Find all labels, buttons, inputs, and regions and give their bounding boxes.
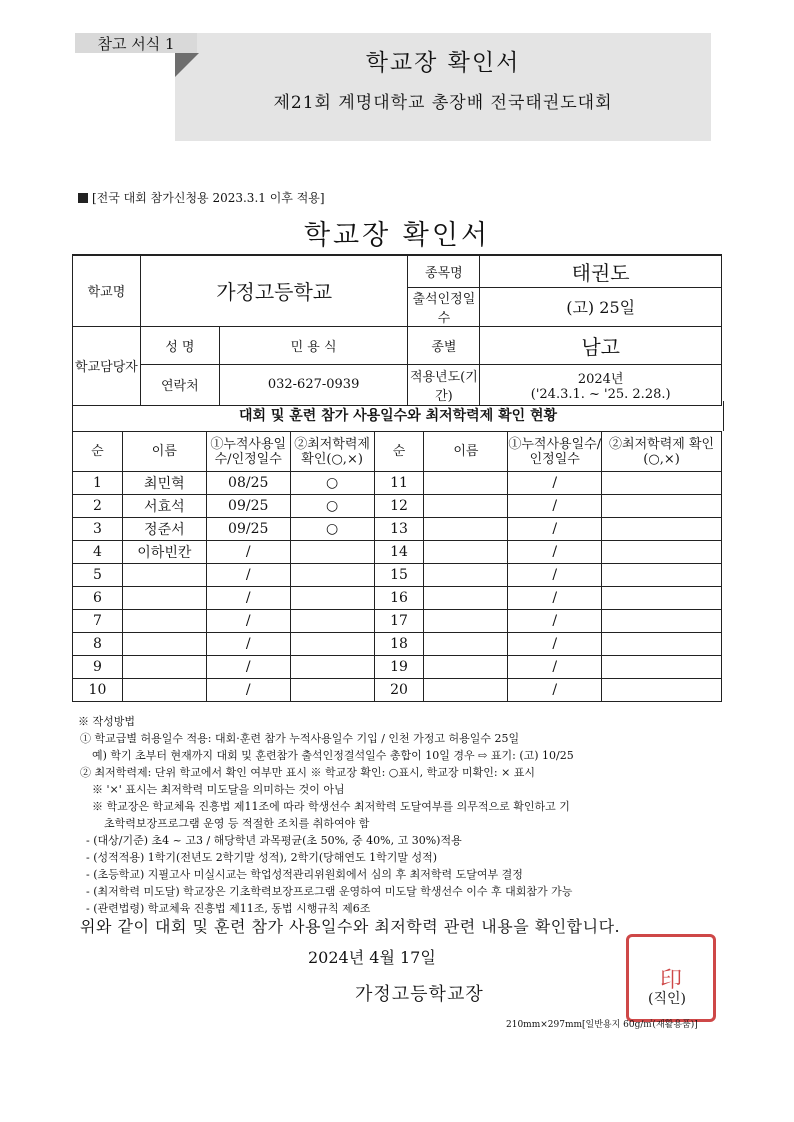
table-cell-check2 bbox=[602, 541, 722, 564]
table-cell-check bbox=[290, 564, 374, 587]
table-cell-check bbox=[290, 610, 374, 633]
table-cell-check2 bbox=[602, 679, 722, 702]
table-cell-no2: 11 bbox=[374, 472, 424, 495]
table-cell-no2: 15 bbox=[374, 564, 424, 587]
table-row bbox=[73, 656, 722, 679]
school-name: 가정고등학교 bbox=[140, 255, 408, 326]
guide-line: ② 최저학력제: 단위 학교에서 확인 여부만 표시 ※ 학교장 확인: ○표시, 학교장 미확인: × 표시 bbox=[80, 766, 536, 779]
table-cell-days2: / bbox=[508, 495, 602, 518]
table-cell-name: 최민혁 bbox=[122, 472, 206, 495]
gender-value: 남고 bbox=[480, 326, 722, 364]
table-cell-name2 bbox=[424, 610, 508, 633]
table-cell-name bbox=[122, 610, 206, 633]
table-cell-no: 6 bbox=[73, 587, 123, 610]
table-cell-check: ○ bbox=[290, 472, 374, 495]
table-cell-days: / bbox=[206, 633, 290, 656]
table-cell-no2: 16 bbox=[374, 587, 424, 610]
guide-line: - (성적적용) 1학기(전년도 2학기말 성적), 2학기(당해연도 1학기말 성적) bbox=[86, 851, 438, 864]
event-value: 태권도 bbox=[480, 255, 722, 287]
table-row bbox=[73, 472, 722, 495]
table-row bbox=[73, 541, 722, 564]
confirmation-date: 2024년 4월 17일 bbox=[308, 948, 436, 967]
table-cell-days: 09/25 bbox=[206, 495, 290, 518]
application-notice bbox=[78, 189, 325, 206]
staff-label: 학교담당자 bbox=[73, 326, 141, 405]
seal-glyph: 印 bbox=[659, 967, 682, 993]
table-cell-no: 3 bbox=[73, 518, 123, 541]
table-cell-name bbox=[122, 656, 206, 679]
col-header: ②최저학력제 확인(○,×) bbox=[602, 432, 722, 472]
official-seal-stamp bbox=[626, 934, 716, 1022]
square-bullet-icon bbox=[78, 193, 88, 203]
guide-line: ① 학교급별 허용일수 적용: 대회·훈련 참가 누적사용일수 기입 / 인천 가정고 허용일수 25일 bbox=[80, 732, 520, 745]
guide-line: 예) 학기 초부터 현재까지 대회 및 훈련참가 출석인정결석일수 총합이 10일 경우 ⇨ 표기: (고) 10/25 bbox=[92, 749, 574, 762]
form-title: 학교장 확인서 bbox=[303, 220, 491, 251]
school-info-table bbox=[72, 254, 722, 406]
form-reference-tag: 참고 서식 1 bbox=[75, 33, 197, 53]
table-cell-check bbox=[290, 679, 374, 702]
guide-line: ※ '×' 표시는 최저학력 미도달을 의미하는 것이 아님 bbox=[92, 783, 345, 796]
table-cell-name bbox=[122, 564, 206, 587]
usage-table-title: 대회 및 훈련 참가 사용일수와 최저학력제 확인 현황 bbox=[72, 401, 724, 431]
table-cell-no2: 13 bbox=[374, 518, 424, 541]
table-cell-check: ○ bbox=[290, 495, 374, 518]
contact-label: 연락처 bbox=[140, 364, 219, 405]
table-cell-days: / bbox=[206, 656, 290, 679]
table-cell-check2 bbox=[602, 564, 722, 587]
table-row bbox=[73, 495, 722, 518]
staff-name-label: 성 명 bbox=[140, 326, 219, 364]
table-cell-check2 bbox=[602, 633, 722, 656]
table-cell-no2: 18 bbox=[374, 633, 424, 656]
col-header: 이름 bbox=[424, 432, 508, 472]
table-cell-days: / bbox=[206, 679, 290, 702]
guide-line: - (관련법령) 학교체육 진흥법 제11조, 동법 시행규칙 제6조 bbox=[86, 902, 371, 915]
table-cell-no: 8 bbox=[73, 633, 123, 656]
table-cell-days2: / bbox=[508, 564, 602, 587]
usage-table bbox=[72, 431, 722, 702]
guide-line: ※ 작성방법 bbox=[78, 715, 136, 728]
table-cell-no2: 12 bbox=[374, 495, 424, 518]
table-cell-name: 이하빈칸 bbox=[122, 541, 206, 564]
table-cell-name: 서효석 bbox=[122, 495, 206, 518]
guide-line: 초학력보장프로그램 운영 등 적절한 조치를 취하여야 함 bbox=[104, 817, 370, 830]
table-cell-days2: / bbox=[508, 587, 602, 610]
col-header: 순 bbox=[374, 432, 424, 472]
table-cell-name bbox=[122, 587, 206, 610]
table-cell-check: ○ bbox=[290, 518, 374, 541]
table-cell-check2 bbox=[602, 495, 722, 518]
table-cell-days: / bbox=[206, 587, 290, 610]
guide-line: - (대상/기준) 초4 ~ 고3 / 해당학년 과목평균(초 50%, 중 40%, 고 30%)적용 bbox=[86, 834, 462, 847]
table-cell-check bbox=[290, 633, 374, 656]
table-cell-name bbox=[122, 633, 206, 656]
table-cell-days2: / bbox=[508, 541, 602, 564]
table-cell-days2: / bbox=[508, 656, 602, 679]
notice-text: [전국 대회 참가신청용 2023.3.1 이후 적용] bbox=[92, 191, 325, 205]
table-cell-days: 08/25 bbox=[206, 472, 290, 495]
col-header: ②최저학력제 확인(○,×) bbox=[290, 432, 374, 472]
table-cell-days: / bbox=[206, 541, 290, 564]
table-cell-name2 bbox=[424, 656, 508, 679]
table-cell-no: 10 bbox=[73, 679, 123, 702]
table-cell-days2: / bbox=[508, 610, 602, 633]
staff-name-value: 민 용 식 bbox=[219, 326, 408, 364]
table-cell-days: / bbox=[206, 610, 290, 633]
confirmation-statement: 위와 같이 대회 및 훈련 참가 사용일수와 최저학력 관련 내용을 확인합니다. bbox=[80, 917, 621, 936]
table-cell-name2 bbox=[424, 495, 508, 518]
table-cell-name2 bbox=[424, 541, 508, 564]
table-cell-no2: 17 bbox=[374, 610, 424, 633]
table-cell-check2 bbox=[602, 610, 722, 633]
table-cell-check bbox=[290, 587, 374, 610]
table-cell-no: 7 bbox=[73, 610, 123, 633]
table-cell-name: 정준서 bbox=[122, 518, 206, 541]
col-header: ①누적사용일수/인정일수 bbox=[206, 432, 290, 472]
table-cell-check bbox=[290, 656, 374, 679]
table-cell-days2: / bbox=[508, 518, 602, 541]
table-cell-name2 bbox=[424, 518, 508, 541]
paper-spec: 210mm×297mm[일반용지 60g/㎡(재활용품)] bbox=[506, 1020, 698, 1030]
table-cell-check2 bbox=[602, 472, 722, 495]
col-header: 이름 bbox=[122, 432, 206, 472]
table-cell-check bbox=[290, 541, 374, 564]
table-cell-no: 2 bbox=[73, 495, 123, 518]
gender-label: 종별 bbox=[408, 326, 480, 364]
table-cell-days2: / bbox=[508, 472, 602, 495]
table-cell-check2 bbox=[602, 518, 722, 541]
table-cell-check2 bbox=[602, 656, 722, 679]
year-cell bbox=[480, 364, 722, 405]
table-cell-days2: / bbox=[508, 679, 602, 702]
year-label: 적용년도(기간) bbox=[408, 364, 480, 405]
table-cell-days: 09/25 bbox=[206, 518, 290, 541]
table-cell-no: 1 bbox=[73, 472, 123, 495]
table-row bbox=[73, 679, 722, 702]
header-subtitle: 제21회 계명대학교 총장배 전국태권도대회 bbox=[273, 93, 613, 113]
guide-line: ※ 학교장은 학교체육 진흥법 제11조에 따라 학생선수 최저학력 도달여부를 의무적으로 확인하고 기 bbox=[92, 800, 570, 813]
table-cell-days2: / bbox=[508, 633, 602, 656]
table-row bbox=[73, 610, 722, 633]
guide-line: - (초등학교) 지필고사 미실시교는 학업성적관리위원회에서 심의 후 최저학력 도달여부 결정 bbox=[86, 868, 523, 881]
table-cell-name2 bbox=[424, 472, 508, 495]
table-row bbox=[73, 587, 722, 610]
table-cell-name2 bbox=[424, 564, 508, 587]
table-cell-name bbox=[122, 679, 206, 702]
attendance-value: (고) 25일 bbox=[480, 287, 722, 326]
table-cell-no2: 19 bbox=[374, 656, 424, 679]
table-cell-no: 5 bbox=[73, 564, 123, 587]
table-cell-no2: 20 bbox=[374, 679, 424, 702]
attendance-label: 출석인정일수 bbox=[408, 287, 480, 326]
table-cell-check2 bbox=[602, 587, 722, 610]
seal-mark: (직인) bbox=[648, 991, 686, 1007]
table-row bbox=[73, 633, 722, 656]
col-header: ①누적사용일수/인정일수 bbox=[508, 432, 602, 472]
school-label: 학교명 bbox=[73, 255, 141, 326]
event-label: 종목명 bbox=[408, 255, 480, 287]
table-row bbox=[73, 518, 722, 541]
year-value: 2024년 bbox=[577, 371, 624, 387]
signer-title: 가정고등학교장 bbox=[355, 984, 484, 1005]
table-cell-name2 bbox=[424, 633, 508, 656]
header-title: 학교장 확인서 bbox=[365, 50, 521, 76]
table-cell-no: 9 bbox=[73, 656, 123, 679]
table-cell-no: 4 bbox=[73, 541, 123, 564]
period-value: ('24.3.1. ~ '25. 2.28.) bbox=[530, 386, 671, 402]
table-row bbox=[73, 564, 722, 587]
table-cell-no2: 14 bbox=[374, 541, 424, 564]
table-cell-days: / bbox=[206, 564, 290, 587]
guide-line: - (최저학력 미도달) 학교장은 기초학력보장프로그램 운영하여 미도달 학생선수 이수 후 대회참가 가능 bbox=[86, 885, 573, 898]
table-cell-name2 bbox=[424, 587, 508, 610]
col-header: 순 bbox=[73, 432, 123, 472]
table-cell-name2 bbox=[424, 679, 508, 702]
contact-value: 032-627-0939 bbox=[219, 364, 408, 405]
